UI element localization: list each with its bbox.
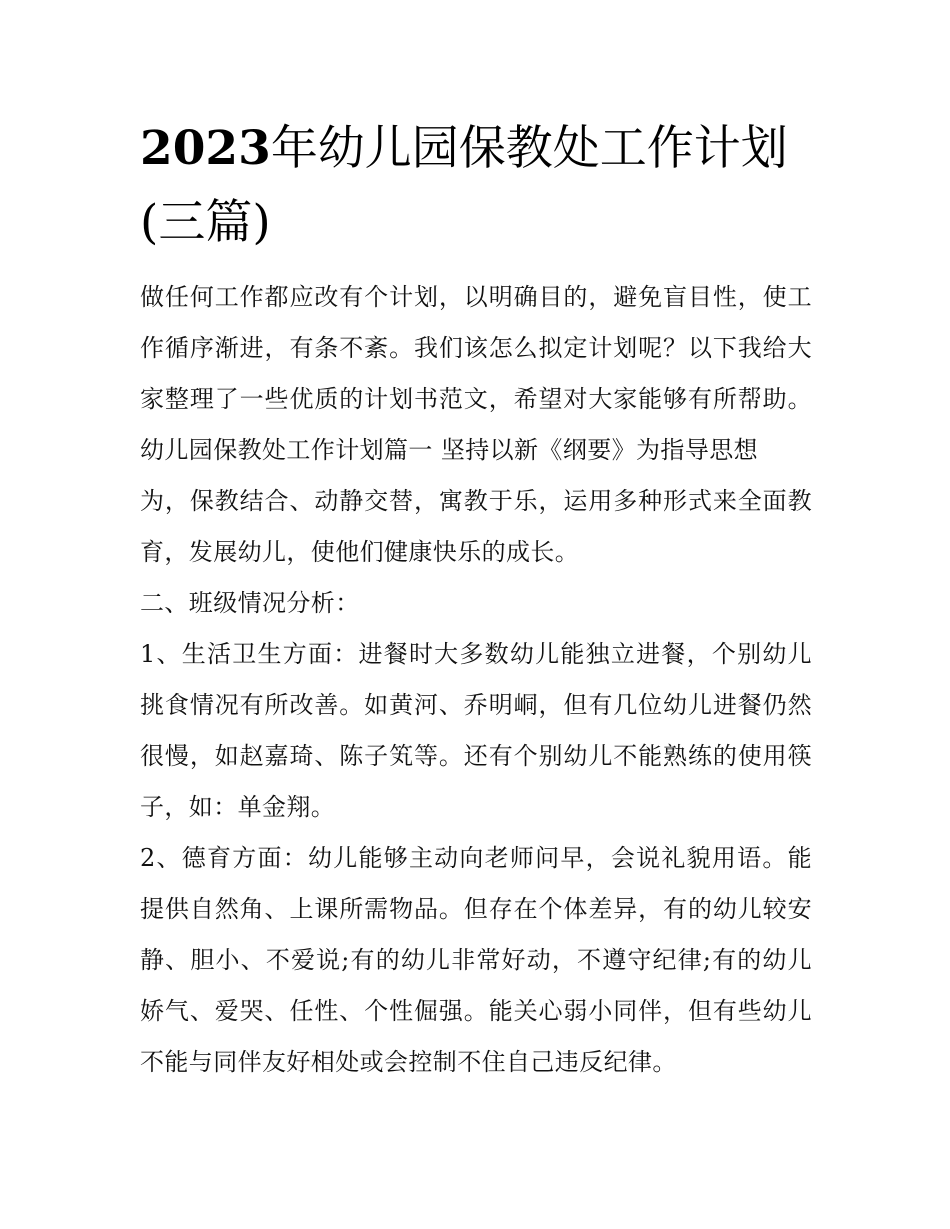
title-text: 年幼儿园保教处工作计划 — [270, 121, 788, 176]
title-line-2: (三篇) — [140, 195, 271, 250]
body-line: 为，保教结合、动静交替，寓教于乐，运用多种形式来全面教 — [140, 487, 812, 515]
body-line: 提供自然角、上课所需物品。但存在个体差异，有的幼儿较安 — [140, 895, 812, 923]
body-line: 作循序渐进，有条不紊。我们该怎么拟定计划呢？以下我给大 — [140, 334, 812, 362]
body-line: 子，如：单金翔。 — [140, 793, 336, 821]
body-line: 娇气、爱哭、任性、个性倔强。能关心弱小同伴，但有些幼儿 — [140, 997, 812, 1025]
body-line: 二、班级情况分析： — [140, 589, 360, 617]
title-year: 2023 — [140, 121, 271, 176]
body-line: 静、胆小、不爱说;有的幼儿非常好动，不遵守纪律;有的幼儿 — [140, 946, 812, 974]
body-line: 幼儿园保教处工作计划篇一 坚持以新《纲要》为指导思想 — [140, 436, 759, 464]
title-line-1 — [140, 112, 812, 186]
body-line: 很慢，如赵嘉琦、陈子笂等。还有个别幼儿不能熟练的使用筷 — [140, 742, 812, 770]
body-line: 2、德育方面：幼儿能够主动向老师问早，会说礼貌用语。能 — [140, 844, 812, 872]
body-line: 1、生活卫生方面：进餐时大多数幼儿能独立进餐，个别幼儿 — [140, 640, 812, 668]
body-line: 育，发展幼儿，使他们健康快乐的成长。 — [140, 538, 580, 566]
body-line: 家整理了一些优质的计划书范文，希望对大家能够有所帮助。 — [140, 385, 812, 413]
document-page — [140, 112, 812, 1088]
body-line: 不能与同伴友好相处或会控制不住自己违反纪律。 — [140, 1048, 677, 1076]
document-title — [140, 112, 812, 260]
body-line: 做任何工作都应改有个计划，以明确目的，避免盲目性，使工 — [140, 283, 812, 311]
body-line: 挑食情况有所改善。如黄河、乔明峒，但有几位幼儿进餐仍然 — [140, 691, 812, 719]
document-body — [140, 272, 812, 1088]
